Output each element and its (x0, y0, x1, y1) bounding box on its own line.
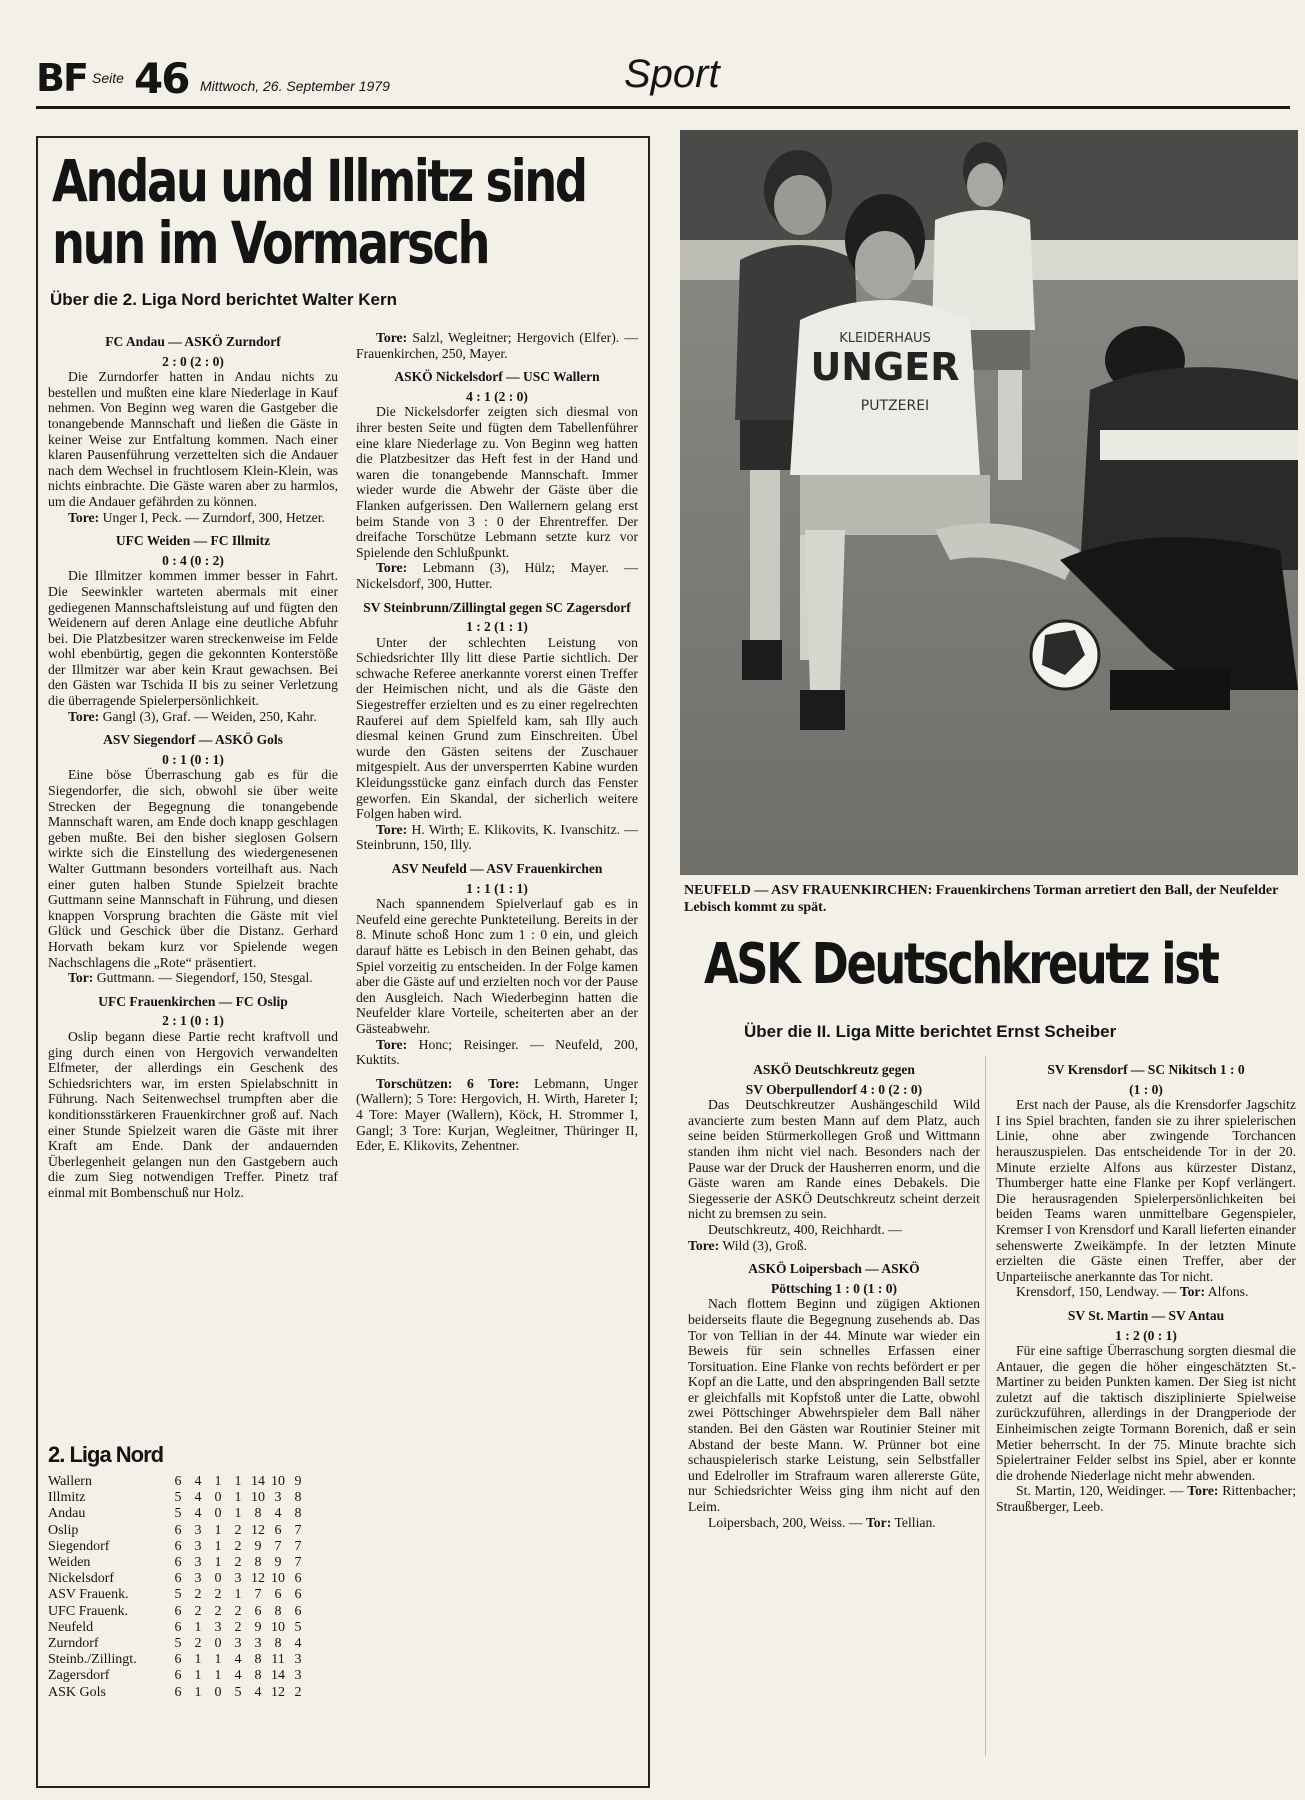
standings-cell: 0 (214, 1490, 222, 1506)
standings-cell: 7 (294, 1555, 302, 1571)
match-heading: UFC Weiden — FC Illmitz (115, 533, 271, 549)
standings-cell: 3 (234, 1571, 242, 1587)
match-score: 2 : 1 (0 : 1) (162, 1013, 224, 1029)
standings-cell: 3 (274, 1490, 282, 1506)
standings-cell: 5 (294, 1619, 302, 1635)
standings-cell: 6 (174, 1652, 182, 1668)
standings-cell: 5 (174, 1587, 182, 1603)
scorers-text: Salzl, Wegleitner; Hergovich (Elfer). — Frauenkirchen, 250, Mayer. (356, 330, 639, 361)
standings-title: 2. Liga Nord (48, 1442, 164, 1467)
standings-cell: 1 (194, 1619, 202, 1635)
standings-cell: 4 (194, 1490, 202, 1506)
team-name: Siegendorf (48, 1538, 110, 1554)
standings-cell: 2 (234, 1603, 242, 1619)
match-scorers (356, 822, 638, 853)
match-photo (680, 130, 1298, 875)
scorers-label: Tore: (68, 509, 100, 525)
jersey-sponsor-top: KLEIDERHAUS (839, 331, 931, 346)
top-scorers-text: Lebmann, Unger (Wallern); 5 Tore: Hergovich, H. Wirth, Hareter I; 4 Tore: Mayer (Wallern), Köck, H. Strommer I, Gangl; 3 Tore: Kurjan, Wegleitner, Thüringer II, Eder, E. Klikovits, Zehentner. (356, 1075, 638, 1154)
photo-caption (684, 882, 1294, 916)
match-extra (688, 1515, 980, 1531)
standings-cell: 3 (194, 1555, 202, 1571)
standings-cell: 3 (254, 1636, 262, 1652)
standings-row (48, 1652, 308, 1668)
match-score: Pöttsching 1 : 0 (1 : 0) (771, 1280, 897, 1296)
scorers-text: Wild (3), Groß. (722, 1237, 807, 1253)
standings-cell: 1 (214, 1555, 222, 1571)
standings-cell: 11 (271, 1652, 285, 1668)
scorers-label: Tore: (376, 1036, 408, 1052)
standings-cell: 8 (254, 1652, 262, 1668)
standings-row (48, 1490, 308, 1506)
standings-cell: 2 (234, 1522, 242, 1538)
standings-cell: 2 (194, 1636, 202, 1652)
match-heading: UFC Frauenkirchen — FC Oslip (98, 993, 288, 1009)
match-report: Die Illmitzer kommen immer besser in Fahrt. Die Seewinkler warteten abermals mit einer gediegenen Mannschaftsleistung auf und fügten den Weidenern auf deren Anlage eine deutliche Abfuhr bei. Die Platzbesitzer waren streckenweise im Felde wohl ebenbürtig, gegen die gekonnten Konterstöße der Illmitzer war aber kein Kraut gewachsen. Bei den Gästen war Tschida II bis zu seiner Verletzung die überragende Spielerpersönlichkeit. (48, 568, 338, 709)
scorers-label: Tore: (1187, 1483, 1219, 1499)
match-score: 2 : 0 (2 : 0) (162, 353, 224, 369)
scorers-text: Lebmann (3), Hülz; Mayer. — Nickelsdorf, 300, Hutter. (356, 560, 638, 591)
standings-cell: 4 (194, 1506, 202, 1522)
standings-row (48, 1604, 308, 1620)
standings-cell: 10 (251, 1490, 265, 1506)
team-name: Illmitz (48, 1490, 86, 1506)
match-report: Eine böse Überraschung gab es für die Siegendorfer, die sich, obwohl sie über weite Strecken der Begegnung die tonangebende Mannschaft waren, am Ende doch knapp geschlagen geben mußte. Bei den bisher sieglosen Golsern wirkte sich die Einstellung des wiedergenesenen Walter Guttmann besonders vorteilhaft aus. Nach einer guten halben Stunde Spielzeit brachte Guttmann seine Mannschaft in Führung, und diesen knappen Vorsprung brachten die Gäste mit viel Glück und Geschick über die Distanz. Gerhard Horvath bekam kurz vor Spielende wegen Nachschlagens die „Rote“ präsentiert. (48, 767, 338, 970)
standings-cell: 6 (254, 1603, 262, 1619)
team-name: Neufeld (48, 1619, 94, 1635)
article-column-3 (688, 1058, 980, 1530)
match-heading: ASV Siegendorf — ASKÖ Gols (103, 732, 283, 748)
standings-cell: 2 (194, 1603, 202, 1619)
standings-cell: 6 (174, 1474, 182, 1489)
match-scorers (356, 330, 638, 361)
match-heading: ASKÖ Loipersbach — ASKÖ (748, 1261, 920, 1277)
match-scorers (996, 1483, 1296, 1514)
standings-cell: 1 (214, 1652, 222, 1668)
match-report: Nach spannendem Spielverlauf gab es in Neufeld eine gerechte Punkteteilung. Bereits in der 8. Minute schoß Honc zum 1 : 0 ein, und gleich darauf hätte es Lebisch in den Beinen gehabt, das Spiel vorzeitig zu entscheiden. In der Folge kamen aber die Gäste auf und erzielten noch vor der Pause den Ausgleich. Nach Wiederbeginn hatten die Neufelder klare Vorteile, scheiterten aber an der Gästeabwehr. (356, 896, 638, 1036)
match-scorers (356, 560, 638, 591)
standings-cell: 2 (214, 1603, 222, 1619)
match-report: Für eine saftige Überraschung sorgten diesmal die Antauer, die gegen die höher eingeschätzten St.-Martiner zu beiden Punkten kamen. Der Sieg ist nicht zuletzt auf die taktisch disziplinierte Spielweise zurückzuführen, allerdings in der Drangperiode der Einheimischen zeigte Tormann Borenich, daß er sein Metier beherrscht. In der 75. Minute brachte sich Spielertrainer Felder selbst ins Spiel, aber er konnte die drohende Niederlage nicht mehr abwenden. (996, 1343, 1296, 1483)
standings-cell: 8 (294, 1490, 302, 1506)
caption-lead: NEUFELD — ASV FRAUENKIRCHEN: (684, 883, 933, 898)
header-rule (36, 106, 1290, 109)
extra-text: Loipersbach, 200, Weiss. — (708, 1514, 863, 1530)
scorers-label: Tore: (376, 330, 408, 345)
standings-cell: 9 (254, 1538, 262, 1554)
standings-cell: 10 (271, 1474, 285, 1489)
match-score: (1 : 0) (1129, 1081, 1163, 1097)
standings-row (48, 1636, 308, 1652)
match-report: Die Nickelsdorfer zeigten sich diesmal von ihrer besten Seite und fügten dem Tabellenführer eine klare Niederlage zu. Von Beginn weg hatten die Platzbesitzer das Heft fest in der Hand und waren die tonangebende Mannschaft. Immer wieder wurde die Abwehr der Gäste über die Flanken aufgerissen. Den Wallernern gelang erst beim Stande von 3 : 0 der Ehrentreffer. Der dreifache Torschütze Lebmann setzte kurz vor Spielende den Schlußpunkt. (356, 404, 638, 560)
match-score: 0 : 1 (0 : 1) (162, 751, 224, 767)
standings-cell: 6 (294, 1603, 302, 1619)
match-score: SV Oberpullendorf 4 : 0 (2 : 0) (745, 1081, 923, 1097)
standings-cell: 6 (174, 1522, 182, 1538)
standings-cell: 3 (294, 1668, 302, 1684)
standings-cell: 8 (254, 1555, 262, 1571)
standings-cell: 14 (251, 1474, 265, 1489)
standings-cell: 2 (234, 1538, 242, 1554)
team-name: Weiden (48, 1555, 91, 1571)
scorers-text: Rittenbacher; Straußberger, Leeb. (996, 1483, 1296, 1515)
left-article (36, 136, 650, 1788)
standings-row (48, 1506, 308, 1522)
standings-cell: 5 (174, 1506, 182, 1522)
standings-cell: 2 (294, 1684, 302, 1700)
match-score: 0 : 4 (0 : 2) (162, 552, 224, 568)
standings-cell: 6 (174, 1684, 182, 1700)
right-byline: Über die II. Liga Mitte berichtet Ernst Scheiber (744, 1022, 1117, 1041)
standings-cell: 4 (234, 1668, 242, 1684)
standings-cell: 6 (274, 1587, 282, 1603)
standings-cell: 9 (294, 1474, 302, 1489)
standings-cell: 5 (234, 1684, 242, 1700)
standings-cell: 6 (174, 1668, 182, 1684)
extra-text: St. Martin, 120, Weidinger. — (1016, 1483, 1184, 1499)
match-score: 1 : 2 (1 : 1) (466, 619, 528, 635)
standings-cell: 1 (214, 1668, 222, 1684)
standings-cell: 8 (274, 1603, 282, 1619)
scorers-label: Tor: (68, 970, 94, 986)
newspaper-logo: BF (36, 56, 87, 100)
article-column-2 (356, 330, 638, 1162)
scorers-text: H. Wirth; E. Klikovits, K. Ivanschitz. — Steinbrunn, 150, Illy. (356, 821, 638, 853)
scorers-text: Gangl (3), Graf. — Weiden, 250, Kahr. (102, 708, 317, 724)
standings-cell: 0 (214, 1571, 222, 1587)
scorers-label: Tor: (865, 1514, 892, 1530)
standings-cell: 12 (251, 1571, 265, 1587)
standings-cell: 8 (294, 1506, 302, 1522)
top-scorers (356, 1076, 638, 1154)
standings-cell: 2 (214, 1587, 222, 1603)
standings-cell: 2 (234, 1555, 242, 1571)
right-headline: ASK Deutschkreutz ist (704, 932, 1218, 997)
page-number: 46 (134, 54, 189, 103)
match-report: Erst nach der Pause, als die Krensdorfer Jagschitz I ins Spiel brachten, fanden sie zu ihrer spielerischen Linie, ohne aber zwingende Torchancen herauszuspielen. Das entscheidende Tor in der 20. Minute erzielte Alfons aus kürzester Distanz, Thumberger hatte eine Flanke per Kopf verlängert. Die herausragenden Spielerpersönlichkeiten bei beiden Teams waren unmittelbare Gegenspieler, Kremser I von Krensdorf und Karall lieferten einander sehenswerte Zweikämpfe. In der letzten Minute erzielten die Gäste einen Treffer, aber der Unparteiische anerkannte das Tor nicht. (996, 1097, 1296, 1284)
standings-cell: 7 (274, 1538, 282, 1554)
match-scorers (996, 1284, 1296, 1300)
standings-row (48, 1523, 308, 1539)
headline-line-2: nun im Vormarsch (52, 209, 489, 277)
scorers-label: Tore: (688, 1237, 720, 1253)
scorers-label: Tore: (376, 821, 408, 837)
standings-cell: 8 (274, 1636, 282, 1652)
standings-cell: 5 (174, 1490, 182, 1506)
headline-line-1: Andau und Illmitz sind (52, 147, 586, 215)
scorers-text: Guttmann. — Siegendorf, 150, Stesgal. (96, 970, 313, 986)
team-name: ASK Gols (48, 1684, 106, 1700)
standings-cell: 1 (214, 1474, 222, 1489)
standings-cell: 6 (174, 1571, 182, 1587)
standings-cell: 7 (254, 1587, 262, 1603)
scorers-text: Tellian. (894, 1514, 936, 1530)
match-heading: ASV Neufeld — ASV Frauenkirchen (391, 861, 603, 876)
match-scorers (48, 970, 338, 986)
standings-cell: 1 (234, 1587, 242, 1603)
standings-cell: 1 (234, 1490, 242, 1506)
standings-cell: 3 (294, 1652, 302, 1668)
match-report: Unter der schlechten Leistung von Schiedsrichter Illy litt diese Partie sichtlich. Der schwache Referee anerkannte vorerst einen Treffer der Heimischen nicht, und als die Gäste den Siegestreffer erzielten und es zu einer regelrechten Rauferei auf dem Spielfeld kam, sah Illy auch diesmal keinen Grund zum Einschreiten. Übel wurde den Gästen seitens der Zuschauer mitgespielt. Aus der unversperrten Kabine wurden Kleidungsstücke ganz einfach durch das Fenster geworfen. Ein Skandal, der sicherlich weitere Folgen haben wird. (356, 634, 638, 822)
standings-cell: 1 (194, 1668, 202, 1684)
standings-cell: 1 (194, 1652, 202, 1668)
team-name: Andau (48, 1506, 86, 1522)
standings-cell: 4 (294, 1636, 302, 1652)
football-ball-icon (1031, 621, 1099, 689)
standings-cell: 3 (194, 1571, 202, 1587)
standings-row (48, 1571, 308, 1587)
match-heading: ASKÖ Nickelsdorf — USC Wallern (394, 369, 600, 385)
standings-cell: 4 (234, 1652, 242, 1668)
page-label: Seite (92, 70, 124, 86)
standings-cell: 7 (294, 1522, 302, 1538)
team-name: Oslip (48, 1522, 79, 1538)
standings-row (48, 1668, 308, 1684)
standings-cell: 3 (194, 1522, 202, 1538)
match-heading: ASKÖ Deutschkreutz gegen (753, 1062, 915, 1077)
standings-row (48, 1539, 308, 1555)
match-report: Das Deutschkreutzer Aushängeschild Wild avancierte zum besten Mann auf dem Platz, auch seine beiden Stürmerkollegen Groß und Wittmann standen ihm nicht viel nach. Besonders nach der Pause war der Druck der Hausherren enorm, und die Gäste waren am Rande eines Debakels. Die Siegesserie der ASKÖ Deutschkreutz scheint derzeit nicht zu bremsen zu sein. (688, 1097, 980, 1222)
standings-cell: 8 (254, 1506, 262, 1522)
standings-cell: 6 (294, 1587, 302, 1603)
standings-cell: 14 (271, 1668, 285, 1684)
scorers-label: Tor: (1179, 1284, 1206, 1300)
standings-cell: 1 (214, 1538, 222, 1554)
standings-cell: 12 (251, 1522, 265, 1538)
left-byline: Über die 2. Liga Nord berichtet Walter Kern (50, 290, 397, 309)
team-name: ASV Frauenk. (48, 1587, 129, 1603)
team-name: Zurndorf (48, 1636, 99, 1652)
standings-cell: 8 (254, 1668, 262, 1684)
match-score: 4 : 1 (2 : 0) (466, 388, 528, 404)
standings-cell: 0 (214, 1684, 222, 1700)
jersey-sponsor-bottom: PUTZEREI (860, 398, 930, 414)
match-scorers (48, 510, 338, 526)
top-scorers-label: Torschützen: 6 Tore: (376, 1075, 520, 1091)
match-score: 1 : 2 (0 : 1) (1115, 1327, 1177, 1343)
standings-cell: 2 (234, 1619, 242, 1635)
page-header (36, 52, 1290, 102)
standings-cell: 3 (214, 1619, 222, 1635)
team-name: Wallern (48, 1474, 92, 1489)
standings-cell: 2 (194, 1587, 202, 1603)
jersey-sponsor: UNGER (810, 345, 960, 389)
standings-cell: 4 (254, 1684, 262, 1700)
standings-row (48, 1685, 308, 1701)
team-name: Nickelsdorf (48, 1571, 115, 1587)
scorers-label: Tore: (376, 560, 408, 576)
scorers-text: Honc; Reisinger. — Neufeld, 200, Kuktits. (356, 1036, 638, 1068)
standings-cell: 1 (234, 1506, 242, 1522)
team-name: Zagersdorf (48, 1668, 110, 1684)
standings-row (48, 1620, 308, 1636)
standings-cell: 1 (194, 1684, 202, 1700)
section-title: Sport (624, 52, 720, 96)
standings-table-box (48, 1442, 338, 1701)
left-headline (52, 147, 586, 277)
match-extra: Deutschkreutz, 400, Reichhardt. — (708, 1221, 902, 1237)
column-divider (985, 1056, 986, 1756)
match-report: Nach flottem Beginn und zügigen Aktionen beiderseits flaute die Begegnung zusehends ab. Das Tor von Tellian in der 44. Minute war wieder ein Beweis für sein schnelles Erfassen einer Torsituation. Eine Flanke von rechts befördert er per Kopf an die Latte, und den abspringenden Ball setzte er gleichfalls mit Kopfstoß unter die Latte, obwohl zwei Pöttschinger Abwehrspieler dem Ball näher standen. Bei den Gästen war Routinier Steiner mit Abstand der beste Mann. W. Prünner bot eine schauspielerisch starke Leistung, sein Selbstfaller und Edelroller im Strafraum waren allererste Güte, nur Schiedsrichter Weiss ging ihm nicht auf den Leim. (688, 1296, 980, 1515)
standings-cell: 3 (234, 1636, 242, 1652)
standings-cell: 6 (174, 1603, 182, 1619)
article-column-4 (996, 1058, 1296, 1523)
standings-cell: 6 (274, 1522, 282, 1538)
issue-date: Mittwoch, 26. September 1979 (200, 78, 390, 94)
match-report: Oslip begann diese Partie recht kraftvoll und ging durch einen von Hergovich verwandelten Elfmeter, der allerdings ein Geschenk des Schiedsrichters war, im ersten Spielabschnitt in Führung. Nach Seitenwechsel trumpften aber die konditionsstärkeren Frauenkirchner groß auf. Nach einer Stunde Spielzeit waren die Gäste mit ihrer Kraft am Ende. Dank der andauernden Überlegenheit gelangen nun den Gastgebern auch die zum Sieg notwendigen Treffer. Pinetz traf einmal mit Bombenschuß nur Holz. (48, 1028, 338, 1200)
standings-cell: 6 (174, 1555, 182, 1571)
standings-cell: 5 (174, 1636, 182, 1652)
standings-cell: 9 (254, 1619, 262, 1635)
standings-row (48, 1474, 308, 1490)
standings-cell: 0 (214, 1636, 222, 1652)
scorers-label: Tore: (68, 708, 100, 724)
scorers-text: Alfons. (1207, 1284, 1249, 1300)
match-scorers (356, 1037, 638, 1068)
standings-cell: 4 (194, 1474, 202, 1489)
standings-cell: 0 (214, 1506, 222, 1522)
match-scorers (688, 1238, 980, 1254)
standings-cell: 12 (271, 1684, 285, 1700)
match-heading: SV Steinbrunn/Zillingtal gegen SC Zagersdorf (363, 599, 631, 615)
extra-text: Krensdorf, 150, Lendway. — (1016, 1284, 1177, 1300)
standings-cell: 1 (214, 1522, 222, 1538)
match-heading: SV Krensdorf — SC Nikitsch 1 : 0 (1047, 1062, 1245, 1077)
standings-cell: 9 (274, 1555, 282, 1571)
match-report: Die Zurndorfer hatten in Andau nichts zu bestellen und mußten eine klare Niederlage in Kauf nehmen. Von Beginn weg waren die Gastgeber die tonangebende Mannschaft und ließen die Gäste in keiner Weise zur Entfaltung kommen. Nach einer klaren Pausenführung verzettelten sich die Andauer nach dem Wechsel in fruchtlosem Klein-Klein, was nichts einbrachte. Die Gäste waren aber zu harmlos, um die Andauer gefährden zu können. (48, 369, 338, 509)
match-heading: FC Andau — ASKÖ Zurndorf (105, 334, 281, 349)
football-photo-illustration (680, 130, 1298, 875)
standings-row (48, 1555, 308, 1571)
standings-cell: 6 (294, 1571, 302, 1587)
standings-row (48, 1587, 308, 1603)
standings-cell: 10 (271, 1619, 285, 1635)
standings-cell: 3 (194, 1538, 202, 1554)
match-score: 1 : 1 (1 : 1) (466, 880, 528, 896)
caption-text: Frauenkirchens Torman arretiert den Ball, der Neufelder Lebisch kommt zu spät. (684, 883, 1279, 915)
team-name: UFC Frauenk. (48, 1603, 129, 1619)
standings-table (48, 1474, 308, 1701)
match-scorers (48, 709, 338, 725)
scorers-text: Unger I, Peck. — Zurndorf, 300, Hetzer. (102, 509, 325, 525)
standings-cell: 10 (271, 1571, 285, 1587)
standings-cell: 6 (174, 1619, 182, 1635)
standings-cell: 6 (174, 1538, 182, 1554)
article-column-1 (48, 330, 338, 1200)
standings-cell: 7 (294, 1538, 302, 1554)
standings-cell: 1 (234, 1474, 242, 1489)
standings-cell: 4 (274, 1506, 282, 1522)
team-name: Steinb./Zillingt. (48, 1652, 137, 1668)
match-heading: SV St. Martin — SV Antau (1067, 1307, 1225, 1323)
